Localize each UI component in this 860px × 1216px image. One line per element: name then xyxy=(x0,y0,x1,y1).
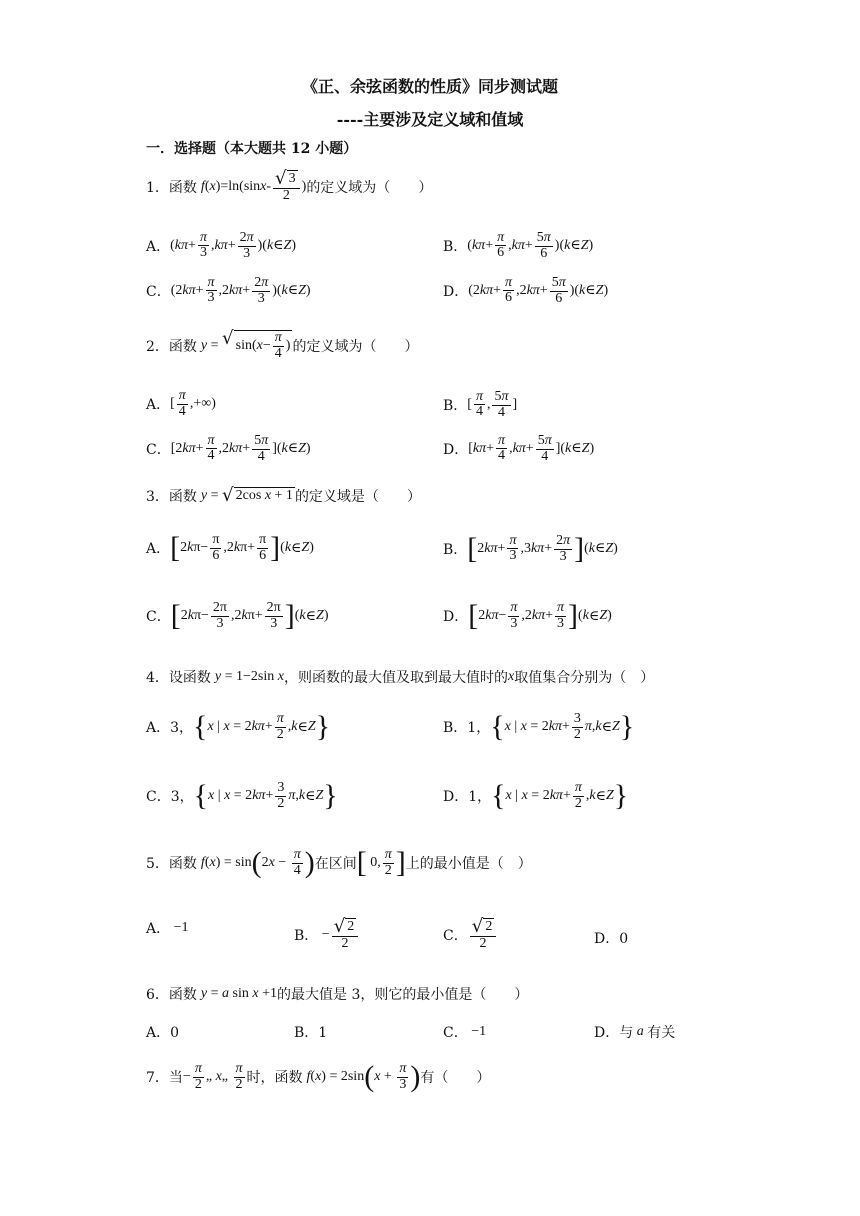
page-title: 《正、余弦函数的性质》同步测试题 xyxy=(301,77,558,96)
q6-option-c[interactable]: C． −1 xyxy=(443,1024,487,1041)
q1-close-text: ） xyxy=(418,179,433,196)
q6-C-text: C． xyxy=(443,1025,468,1041)
q3-post-text: 的定义域是（ xyxy=(294,489,379,505)
q2-post-text: 的定义域为（ xyxy=(292,338,377,355)
q4-post-text: 取值集合分别为（ xyxy=(514,670,627,686)
q4-option-d[interactable]: D．1， { x | x = 2 kπ + $\frac{\pi}{2}$ , k ∈ Z } xyxy=(443,779,629,813)
q2-option-d[interactable]: D． [ kπ + $\frac{\pi}{4}$ , kπ + $\frac{5\pi}{4}$ ]( k ∈ Z ) xyxy=(443,432,595,464)
q5-B-text: B． xyxy=(294,927,319,944)
q4-A-text: A．3， xyxy=(146,720,194,737)
q1-B-text: B． xyxy=(443,238,468,255)
q1-post-text: 的定义域为（ xyxy=(306,179,391,196)
q4-pre-text: 设函数 xyxy=(168,670,211,686)
q6-option-d[interactable]: D．与 a 有关 xyxy=(594,1024,676,1041)
q1-option-b[interactable]: B． ( kπ + $\frac{\pi}{6}$ , kπ + $\frac{5\pi}{6}$ )( k ∈ Z ) xyxy=(443,229,594,261)
q3-option-c[interactable]: C． [ 2 k π− $\frac{2\pi}{3}$ ,2 k π+ $\frac{2\pi}{3}$ ] ( k ∈ Z ) xyxy=(146,599,329,633)
q3-close-text: ） xyxy=(406,489,421,505)
q7-mid-text: 时，函数 xyxy=(246,1070,303,1087)
q4-option-a[interactable]: A．3， { x | x = 2 kπ + $\frac{\pi}{2}$ , k ∈ Z } xyxy=(146,710,331,744)
q2-option-c[interactable]: C． [2 kπ + $\frac{\pi}{4}$ ,2 kπ + $\frac{5\pi}{4}$ ]( k ∈ Z ) xyxy=(146,432,311,464)
q1-pre-text: 函数 xyxy=(168,179,197,196)
q7-post-text: 有（ xyxy=(420,1070,449,1087)
q2-D-text: D． xyxy=(443,441,469,458)
q5-C-text: C． xyxy=(443,927,468,944)
q5-post-text: 上的最小值是（ xyxy=(405,856,504,873)
q4-C-text: C．3， xyxy=(146,789,194,806)
q6-post-text: 的最大值是 3，则它的最小值是（ xyxy=(277,987,487,1003)
q6-option-a[interactable] xyxy=(146,1022,179,1042)
q4-close-text: ） xyxy=(640,670,655,686)
q7-pre-text: 当 xyxy=(168,1070,183,1087)
q6-A-text: A．0 xyxy=(146,1025,180,1041)
question-4: 4． 设函数 y = 1−2sin x ，则函数的最大值及取到最大值时的 x 取值集合分别为（ ） xyxy=(146,669,655,686)
q5-close-text: ） xyxy=(517,856,532,873)
question-3: 3． 函数 y = √ 2cos x + 1 的定义域是（ ） xyxy=(146,484,421,506)
q3-option-b[interactable]: B． [ 2 kπ + $\frac{\pi}{3}$ ,3 kπ + $\frac{2\pi}{3}$ ] ( k ∈ Z ) xyxy=(443,531,618,565)
question-1: 1． 函数 f ( x )=ln(sin x - √ 3 2 ) 的定义域为（ ） xyxy=(146,168,433,204)
q1-option-a[interactable]: A． ( kπ + $\frac{\pi}{3}$ , kπ + $\frac{2\pi}{3}$ )( k ∈ Z ) xyxy=(146,229,296,261)
q4-D-text: D．1， xyxy=(443,789,492,806)
q2-pre-text: 函数 xyxy=(168,338,197,355)
q1-D-text: D． xyxy=(443,283,469,300)
question-2: 2． 函数 y = √ sin( x − $\frac{\pi}{4}$ ) 的定义域为（ ） xyxy=(146,328,419,361)
q4-mid-text: ，则函数的最大值及取到最大值时的 xyxy=(284,670,508,686)
q3-option-d[interactable]: D． [ 2 kπ − $\frac{\pi}{3}$ ,2 kπ + $\frac{\pi}{3}$ ] ( k ∈ Z ) xyxy=(443,599,612,633)
q5-mid-text: 在区间 xyxy=(314,856,357,873)
q1-option-d[interactable]: D． (2 kπ + $\frac{\pi}{6}$ ,2 kπ + $\frac{5\pi}{6}$ )( k ∈ Z ) xyxy=(443,274,609,306)
q3-option-a[interactable]: A． [ 2 k π− $\frac{\pi}{6}$ ,2 k π+ $\frac{\pi}{6}$ ] ( k ∈ Z ) xyxy=(146,531,314,565)
q5-option-b[interactable]: B． − √ 2 2 xyxy=(294,918,360,952)
q1-num-text: 1． xyxy=(146,179,169,196)
q6-close-text: ） xyxy=(514,987,529,1003)
q6-pre-text: 函数 xyxy=(168,987,197,1003)
q5-D-text: D．0 xyxy=(594,931,629,947)
question-6: 6． 函数 y = a sin x +1 的最大值是 3，则它的最小值是（ ） xyxy=(146,986,529,1003)
question-7: 7． 当 − $\frac{\pi}{2}$ „ x „ $\frac{\pi}{2}$ 时，函数 f ( x ) = 2sin ( x + $\frac{\pi}{3}$ ) 有（ ） xyxy=(146,1060,491,1094)
q3-A-text: A． xyxy=(146,541,171,558)
q6-D-text: D．与 xyxy=(594,1025,634,1041)
q5-option-a[interactable]: A． −1 xyxy=(146,920,189,937)
q2-close-text: ） xyxy=(404,338,419,355)
q2-C-text: C． xyxy=(146,441,171,458)
q3-C-text: C． xyxy=(146,609,171,626)
q3-pre-text: 函数 xyxy=(168,489,197,505)
question-5: 5． 函数 f ( x ) = sin ( 2 x − $\frac{\pi}{4}$ ) 在区间 [ 0, $\frac{\pi}{2}$ ] 上的最小值是（ ） xyxy=(146,846,532,880)
q1-option-c[interactable]: C． (2 kπ + $\frac{\pi}{3}$ ,2 kπ + $\frac{2\pi}{3}$ )( k ∈ Z ) xyxy=(146,274,311,306)
q6-num-text: 6． xyxy=(146,987,169,1003)
page-subtitle: ----主要涉及定义域和值域 xyxy=(336,110,524,129)
q6-D2-text: 有关 xyxy=(647,1025,676,1041)
q2-option-a[interactable]: A． [ $\frac{\pi}{4}$ ,+∞) xyxy=(146,388,216,419)
q1-A-text: A． xyxy=(146,238,171,255)
q6-option-b[interactable] xyxy=(294,1022,327,1042)
section-heading: 一．选择题（本大题共 12 小题） xyxy=(146,141,358,157)
q7-num-text: 7． xyxy=(146,1070,169,1087)
q5-A-text: A． xyxy=(146,921,171,937)
q2-A-text: A． xyxy=(146,397,171,414)
q3-D-text: D． xyxy=(443,609,469,626)
q2-num-text: 2． xyxy=(146,338,169,355)
q1-C-text: C． xyxy=(146,283,171,300)
q2-B-text: B． xyxy=(443,397,468,414)
q5-option-d[interactable] xyxy=(594,928,628,948)
q6-B-text: B．1 xyxy=(294,1025,328,1041)
q4-B-text: B．1， xyxy=(443,720,491,737)
q7-close-text: ） xyxy=(476,1070,491,1087)
q5-option-c[interactable]: C． √ 2 2 xyxy=(443,918,498,952)
q4-num-text: 4． xyxy=(146,670,169,686)
q3-B-text: B． xyxy=(443,541,468,558)
q3-num-text: 3． xyxy=(146,489,169,505)
q4-option-c[interactable]: C．3， { x | x = 2 kπ + $\frac{3}{2}$ π , k ∈ Z } xyxy=(146,779,338,813)
q4-option-b[interactable]: B．1， { x | x = 2 kπ + $\frac{3}{2}$ π , k ∈ Z } xyxy=(443,710,635,744)
q2-option-b[interactable]: B． [ $\frac{\pi}{4}$ , $\frac{5\pi}{4}$ ] xyxy=(443,388,518,420)
q5-pre-text: 函数 xyxy=(168,856,197,873)
q5-num-text: 5． xyxy=(146,856,169,873)
